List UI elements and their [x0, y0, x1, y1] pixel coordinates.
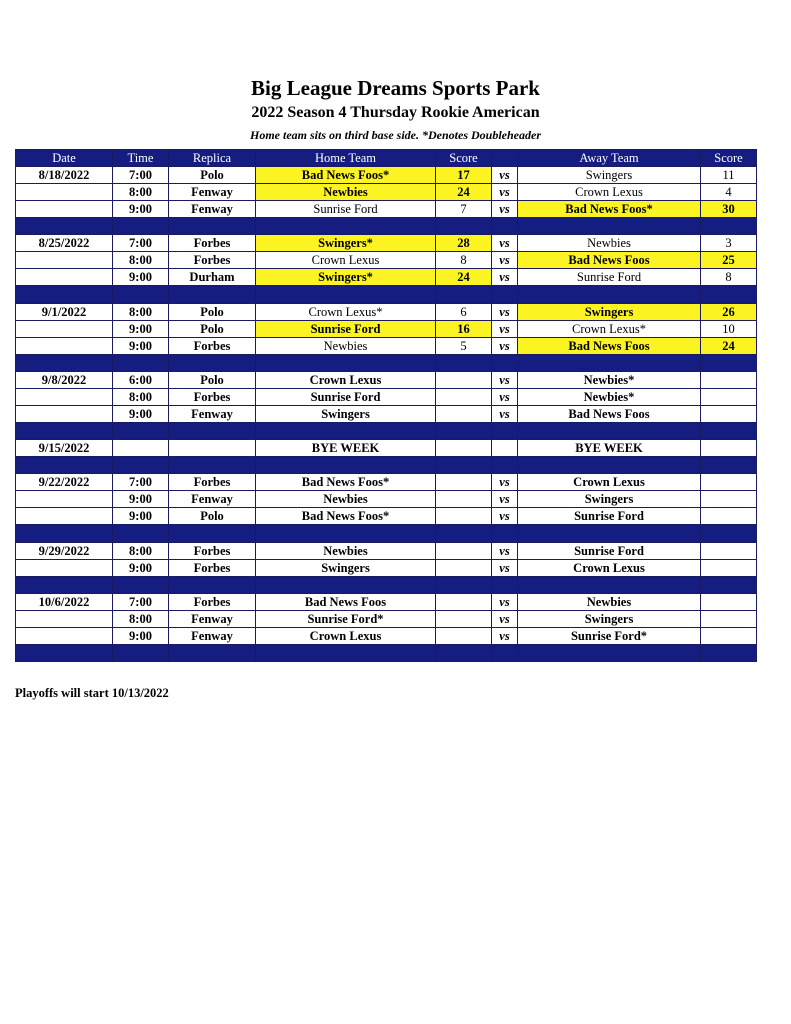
game-date	[16, 269, 113, 286]
away-score	[701, 559, 757, 576]
game-date: 10/6/2022	[16, 594, 113, 611]
game-date	[16, 337, 113, 354]
playoffs-note: Playoffs will start 10/13/2022	[15, 686, 169, 700]
home-score: 16	[436, 320, 492, 337]
separator-cell	[518, 645, 701, 662]
away-score: 11	[701, 167, 757, 184]
home-score: 6	[436, 303, 492, 320]
col-header-home-score: Score	[436, 150, 492, 167]
game-row	[16, 269, 757, 286]
separator-cell	[256, 645, 436, 662]
vs-label: vs	[492, 474, 518, 491]
away-score	[701, 440, 757, 457]
game-time: 9:00	[113, 628, 169, 645]
separator-cell	[113, 525, 169, 542]
week-separator	[16, 286, 757, 303]
separator-cell	[169, 354, 256, 371]
game-time: 8:00	[113, 388, 169, 405]
home-team: BYE WEEK	[256, 440, 436, 457]
doubleheader-note: Home team sits on third base side. *Denotes Doubleheader	[250, 128, 541, 142]
game-row	[16, 628, 757, 645]
field-replica: Polo	[169, 320, 256, 337]
field-replica: Polo	[169, 508, 256, 525]
away-score	[701, 405, 757, 422]
separator-cell	[701, 354, 757, 371]
field-replica: Fenway	[169, 201, 256, 218]
separator-cell	[701, 525, 757, 542]
field-replica: Forbes	[169, 235, 256, 252]
game-row	[16, 320, 757, 337]
vs-label: vs	[492, 303, 518, 320]
away-score	[701, 474, 757, 491]
away-team: Swingers	[518, 611, 701, 628]
separator-cell	[701, 576, 757, 593]
separator-cell	[492, 645, 518, 662]
week-separator	[16, 576, 757, 593]
game-date	[16, 184, 113, 201]
away-team: Newbies*	[518, 388, 701, 405]
separator-cell	[113, 422, 169, 439]
separator-cell	[518, 422, 701, 439]
away-team: Swingers	[518, 167, 701, 184]
game-date	[16, 201, 113, 218]
separator-cell	[256, 422, 436, 439]
game-time: 9:00	[113, 405, 169, 422]
game-time: 8:00	[113, 184, 169, 201]
separator-cell	[518, 576, 701, 593]
home-team: Newbies	[256, 491, 436, 508]
away-team: Crown Lexus	[518, 184, 701, 201]
separator-cell	[436, 286, 492, 303]
week-separator	[16, 457, 757, 474]
game-date	[16, 628, 113, 645]
vs-label: vs	[492, 269, 518, 286]
game-row	[16, 594, 757, 611]
vs-label: vs	[492, 508, 518, 525]
home-score: 24	[436, 269, 492, 286]
separator-cell	[169, 525, 256, 542]
field-replica: Forbes	[169, 559, 256, 576]
home-score: 28	[436, 235, 492, 252]
game-time: 6:00	[113, 371, 169, 388]
home-team: Swingers*	[256, 235, 436, 252]
home-team: Sunrise Ford	[256, 320, 436, 337]
separator-cell	[16, 218, 113, 235]
game-date	[16, 559, 113, 576]
separator-cell	[113, 576, 169, 593]
separator-cell	[169, 422, 256, 439]
home-score	[436, 559, 492, 576]
home-score	[436, 474, 492, 491]
home-team: Sunrise Ford*	[256, 611, 436, 628]
separator-cell	[256, 286, 436, 303]
separator-cell	[16, 645, 113, 662]
separator-cell	[169, 645, 256, 662]
field-replica: Polo	[169, 303, 256, 320]
game-row	[16, 440, 757, 457]
separator-cell	[492, 422, 518, 439]
col-header-vs	[492, 150, 518, 167]
vs-label: vs	[492, 559, 518, 576]
col-header-time: Time	[113, 150, 169, 167]
separator-cell	[701, 422, 757, 439]
game-date	[16, 611, 113, 628]
separator-cell	[256, 525, 436, 542]
separator-cell	[113, 457, 169, 474]
home-score	[436, 440, 492, 457]
game-time: 7:00	[113, 594, 169, 611]
away-score: 4	[701, 184, 757, 201]
separator-cell	[16, 576, 113, 593]
away-score: 30	[701, 201, 757, 218]
away-score	[701, 508, 757, 525]
home-team: Sunrise Ford	[256, 388, 436, 405]
home-score: 5	[436, 337, 492, 354]
away-score: 8	[701, 269, 757, 286]
game-row	[16, 303, 757, 320]
field-replica: Durham	[169, 269, 256, 286]
week-separator	[16, 525, 757, 542]
home-score: 17	[436, 167, 492, 184]
game-time: 8:00	[113, 542, 169, 559]
home-team: Bad News Foos*	[256, 167, 436, 184]
game-date	[16, 252, 113, 269]
schedule-table	[15, 149, 757, 662]
separator-cell	[492, 457, 518, 474]
separator-cell	[518, 218, 701, 235]
game-row	[16, 371, 757, 388]
separator-cell	[169, 286, 256, 303]
separator-cell	[16, 457, 113, 474]
home-team: Newbies	[256, 184, 436, 201]
away-score	[701, 491, 757, 508]
game-time	[113, 440, 169, 457]
game-date: 8/25/2022	[16, 235, 113, 252]
away-team: Swingers	[518, 303, 701, 320]
separator-cell	[256, 218, 436, 235]
game-date	[16, 320, 113, 337]
field-replica: Polo	[169, 371, 256, 388]
game-date	[16, 491, 113, 508]
week-separator	[16, 354, 757, 371]
home-team: Swingers	[256, 405, 436, 422]
col-header-date: Date	[16, 150, 113, 167]
separator-cell	[492, 218, 518, 235]
separator-cell	[492, 354, 518, 371]
vs-label: vs	[492, 235, 518, 252]
separator-cell	[113, 354, 169, 371]
game-time: 7:00	[113, 474, 169, 491]
field-replica: Forbes	[169, 542, 256, 559]
home-team: Swingers*	[256, 269, 436, 286]
game-row	[16, 167, 757, 184]
away-team: Bad News Foos	[518, 252, 701, 269]
field-replica: Forbes	[169, 337, 256, 354]
game-row	[16, 235, 757, 252]
game-row	[16, 508, 757, 525]
game-row	[16, 184, 757, 201]
home-score	[436, 405, 492, 422]
home-score	[436, 388, 492, 405]
home-team: Swingers	[256, 559, 436, 576]
home-team: Crown Lexus	[256, 371, 436, 388]
away-team: Sunrise Ford	[518, 269, 701, 286]
home-team: Bad News Foos*	[256, 474, 436, 491]
separator-cell	[436, 525, 492, 542]
away-team: Sunrise Ford	[518, 542, 701, 559]
col-header-replica: Replica	[169, 150, 256, 167]
separator-cell	[701, 645, 757, 662]
home-team: Newbies	[256, 337, 436, 354]
game-time: 9:00	[113, 559, 169, 576]
field-replica: Forbes	[169, 252, 256, 269]
separator-cell	[701, 218, 757, 235]
away-team: Sunrise Ford	[518, 508, 701, 525]
week-separator	[16, 422, 757, 439]
field-replica: Forbes	[169, 388, 256, 405]
vs-label: vs	[492, 252, 518, 269]
home-score	[436, 491, 492, 508]
home-team: Sunrise Ford	[256, 201, 436, 218]
separator-cell	[701, 457, 757, 474]
away-team: Newbies	[518, 594, 701, 611]
vs-label: vs	[492, 491, 518, 508]
home-team: Crown Lexus	[256, 252, 436, 269]
separator-cell	[113, 645, 169, 662]
home-score	[436, 611, 492, 628]
separator-cell	[169, 218, 256, 235]
game-date	[16, 405, 113, 422]
away-team: Crown Lexus	[518, 559, 701, 576]
home-score	[436, 628, 492, 645]
vs-label: vs	[492, 184, 518, 201]
home-score	[436, 542, 492, 559]
away-team: Bad News Foos	[518, 405, 701, 422]
away-team: Newbies	[518, 235, 701, 252]
vs-label: vs	[492, 405, 518, 422]
vs-label: vs	[492, 201, 518, 218]
away-team: Bad News Foos	[518, 337, 701, 354]
separator-cell	[518, 286, 701, 303]
game-row	[16, 388, 757, 405]
game-row	[16, 559, 757, 576]
away-score	[701, 594, 757, 611]
game-time: 8:00	[113, 252, 169, 269]
home-score: 24	[436, 184, 492, 201]
away-team: Newbies*	[518, 371, 701, 388]
field-replica: Polo	[169, 167, 256, 184]
vs-label: vs	[492, 542, 518, 559]
col-header-away-team: Away Team	[518, 150, 701, 167]
separator-cell	[518, 525, 701, 542]
schedule-body	[16, 167, 757, 662]
home-team: Crown Lexus	[256, 628, 436, 645]
away-score: 26	[701, 303, 757, 320]
away-team: Crown Lexus	[518, 474, 701, 491]
away-team: Bad News Foos*	[518, 201, 701, 218]
field-replica: Fenway	[169, 491, 256, 508]
page-title: Big League Dreams Sports Park	[251, 76, 540, 100]
field-replica: Forbes	[169, 474, 256, 491]
vs-label: vs	[492, 371, 518, 388]
separator-cell	[436, 218, 492, 235]
away-score: 25	[701, 252, 757, 269]
away-score: 24	[701, 337, 757, 354]
game-time: 9:00	[113, 337, 169, 354]
week-separator	[16, 645, 757, 662]
field-replica: Fenway	[169, 628, 256, 645]
away-score	[701, 611, 757, 628]
separator-cell	[16, 354, 113, 371]
separator-cell	[436, 354, 492, 371]
separator-cell	[492, 525, 518, 542]
separator-cell	[169, 457, 256, 474]
home-score	[436, 594, 492, 611]
game-time: 9:00	[113, 508, 169, 525]
separator-cell	[113, 286, 169, 303]
vs-label: vs	[492, 337, 518, 354]
separator-cell	[16, 286, 113, 303]
game-row	[16, 474, 757, 491]
game-date: 9/15/2022	[16, 440, 113, 457]
vs-label: vs	[492, 611, 518, 628]
game-time: 7:00	[113, 167, 169, 184]
away-score	[701, 388, 757, 405]
home-team: Bad News Foos*	[256, 508, 436, 525]
game-date: 9/22/2022	[16, 474, 113, 491]
away-score: 10	[701, 320, 757, 337]
away-team: Sunrise Ford*	[518, 628, 701, 645]
game-date: 8/18/2022	[16, 167, 113, 184]
col-header-away-score: Score	[701, 150, 757, 167]
away-team: BYE WEEK	[518, 440, 701, 457]
game-time: 9:00	[113, 320, 169, 337]
away-score	[701, 542, 757, 559]
separator-cell	[436, 645, 492, 662]
game-row	[16, 405, 757, 422]
separator-cell	[256, 576, 436, 593]
col-header-home-team: Home Team	[256, 150, 436, 167]
separator-cell	[113, 218, 169, 235]
game-row	[16, 611, 757, 628]
game-row	[16, 252, 757, 269]
game-row	[16, 337, 757, 354]
home-team: Crown Lexus*	[256, 303, 436, 320]
separator-cell	[518, 457, 701, 474]
vs-label: vs	[492, 594, 518, 611]
home-team: Bad News Foos	[256, 594, 436, 611]
game-date: 9/29/2022	[16, 542, 113, 559]
game-date	[16, 508, 113, 525]
separator-cell	[436, 457, 492, 474]
vs-label: vs	[492, 628, 518, 645]
separator-cell	[492, 286, 518, 303]
game-time: 8:00	[113, 611, 169, 628]
game-date: 9/1/2022	[16, 303, 113, 320]
field-replica: Fenway	[169, 611, 256, 628]
away-score	[701, 371, 757, 388]
away-team: Swingers	[518, 491, 701, 508]
separator-cell	[492, 576, 518, 593]
separator-cell	[518, 354, 701, 371]
vs-label: vs	[492, 167, 518, 184]
game-date: 9/8/2022	[16, 371, 113, 388]
game-time: 7:00	[113, 235, 169, 252]
away-score	[701, 628, 757, 645]
field-replica: Forbes	[169, 594, 256, 611]
field-replica: Fenway	[169, 184, 256, 201]
home-score	[436, 508, 492, 525]
game-row	[16, 201, 757, 218]
season-subtitle: 2022 Season 4 Thursday Rookie American	[251, 104, 540, 121]
field-replica: Fenway	[169, 405, 256, 422]
home-team: Newbies	[256, 542, 436, 559]
game-row	[16, 542, 757, 559]
vs-label: vs	[492, 320, 518, 337]
separator-cell	[256, 354, 436, 371]
week-separator	[16, 218, 757, 235]
home-score: 8	[436, 252, 492, 269]
separator-cell	[701, 286, 757, 303]
separator-cell	[169, 576, 256, 593]
game-time: 9:00	[113, 491, 169, 508]
separator-cell	[16, 422, 113, 439]
home-score	[436, 371, 492, 388]
game-row	[16, 491, 757, 508]
away-team: Crown Lexus*	[518, 320, 701, 337]
away-score: 3	[701, 235, 757, 252]
game-time: 9:00	[113, 269, 169, 286]
game-time: 8:00	[113, 303, 169, 320]
game-time: 9:00	[113, 201, 169, 218]
separator-cell	[16, 525, 113, 542]
header-row	[16, 150, 757, 167]
separator-cell	[436, 576, 492, 593]
vs-label: vs	[492, 388, 518, 405]
vs-label	[492, 440, 518, 457]
separator-cell	[436, 422, 492, 439]
field-replica	[169, 440, 256, 457]
home-score: 7	[436, 201, 492, 218]
separator-cell	[256, 457, 436, 474]
game-date	[16, 388, 113, 405]
